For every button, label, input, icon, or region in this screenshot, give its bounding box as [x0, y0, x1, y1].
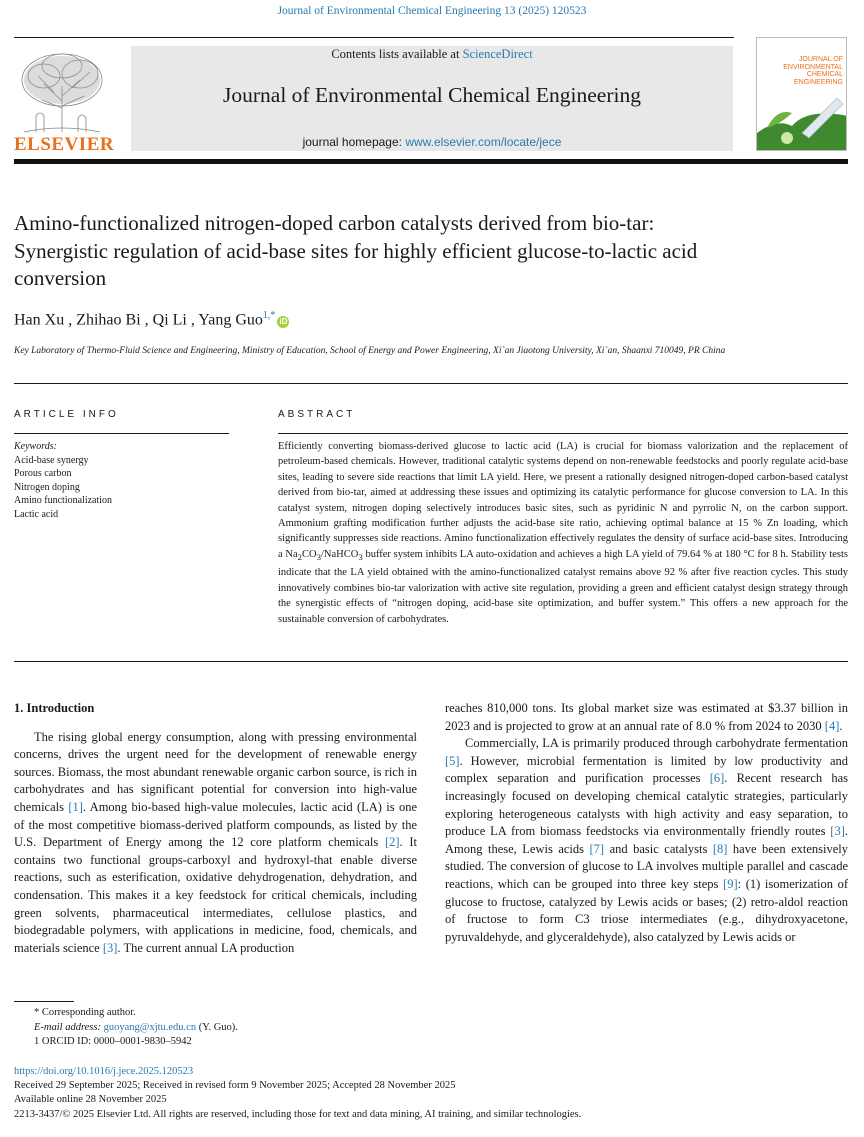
author-marks[interactable]: 1,* [262, 310, 276, 321]
citation-link[interactable]: [4] [824, 718, 840, 733]
abstract-text [278, 439, 848, 627]
contents-prefix: Contents lists available at [331, 47, 463, 61]
citation-link[interactable]: [8] [712, 841, 728, 856]
doi-link[interactable]: https://doi.org/10.1016/j.jece.2025.120523 [14, 1066, 194, 1077]
abstract-subscript: 3 [358, 551, 363, 562]
intro-paragraph [14, 729, 417, 958]
keywords-label: Keywords: [14, 441, 57, 452]
body-text: . Among bio-based high-value molecules, lactic acid (LA) is one of the most competitive biomass-derived platform compounds, as listed by the U.S. Department of Energy among the 12 core platform chemicals [14, 799, 418, 850]
abstract-heading: ABSTRACT [278, 409, 356, 420]
keywords-block [14, 440, 229, 521]
body-text: . However, microbial fermentation is limited by low productivity and complex separation and purification processes [445, 753, 848, 786]
keyword-item: Lactic acid [14, 508, 59, 520]
keyword-item: Amino functionalization [14, 495, 113, 506]
keyword-item: Nitrogen doping [14, 481, 80, 493]
journal-banner [131, 46, 733, 151]
footnote-corresponding: * Corresponding author. [34, 1007, 136, 1018]
body-text: reaches 810,000 tons. Its global market size was estimated at $3.37 billion in 2023 and is projected to grow at an annual rate of 8.0 % from 2024 to 2030 [445, 701, 848, 733]
cover-title-line: CHEMICAL [806, 71, 843, 78]
cover-art-icon [757, 38, 847, 151]
citation-link[interactable]: [2] [384, 835, 400, 850]
article-title: Amino-functionalized nitrogen-doped carbon catalysts derived from bio-tar: Synergistic regulation of acid-base sites for highly efficient glucose-to-lactic acid conversion [14, 211, 698, 290]
sciencedirect-link[interactable]: ScienceDirect [462, 47, 533, 61]
email-link[interactable]: guoyang@xjtu.edu.cn [103, 1021, 197, 1033]
homepage-link[interactable]: www.elsevier.com/locate/jece [405, 135, 562, 149]
citation-link[interactable]: [9] [723, 876, 738, 891]
body-text: : (1) isomerization of glucose to fructose, catalyzed by Lewis acids or bases; (2) retro-aldol reaction of fructose to form C3 triose intermediates (e.g., dihydroxyacetone, pyruvaldehyde, and glyceraldehyde), also catalyzed by Lewis acids or [445, 876, 848, 944]
email-suffix: (Y. Guo). [196, 1021, 238, 1033]
citation-link[interactable]: [6] [709, 771, 725, 786]
journal-cover[interactable] [756, 37, 847, 151]
body-column-left [14, 700, 417, 957]
header-divider [14, 383, 848, 384]
abstract-segment: /NaHCO [320, 548, 359, 560]
body-text: . It contains two functional groups-carboxyl and hydroxyl-that enable diverse reactions, such as esterification, oxidative dehydrogenation, dehydration, and condensation. This makes it a key feedstock for critical chemicals, including green solvents, pharmaceutical intermediates, cellulose plastics, and biodegradable polymers, with applications in medicine, food, chemicals, and materials science [14, 835, 417, 955]
author-list [14, 310, 289, 329]
body-text: The rising global energy consumption, along with pressing environmental concerns, drives the urgent need for the development of renewable energy sources. Biomass, the most abundant renewable organic carbon source, is rich in carbohydrates and has significant potential for conversion into high-value chemicals [14, 729, 417, 814]
citation-link[interactable]: [3] [102, 940, 118, 955]
intro-paragraph [445, 735, 848, 946]
body-text: have been extensively studied. The conversion of glucose to LA involves multiple parallel and cascade reactions, which can be grouped into three key steps [445, 841, 848, 891]
body-text: . Recent research has increasingly focused on developing chemical catalytic strategies, particularly exploring heterogeneous catalysts with high activity and easy separation, to produce LA from biomass feedstocks via environmentally friendly routes [445, 771, 848, 839]
keyword-item: Acid-base synergy [14, 454, 89, 466]
abstract-segment: Efficiently converting biomass-derived glucose to lactic acid (LA) is crucial for biomass valorization and the replacement of petroleum-based chemicals. However, traditional catalytic systems depend on non-renewable feedstocks and poorly regulate acid-base sites, leading to severe side reactions that limit LA yield. Here, we present a rationally designed nitrogen-doped carbon-based catalyst derived from bio-tar, aimed at addressing these issues and optimizing its catalytic performance for glucose conversion to LA. In this catalyst system, nitrogen doping selectively introduces basic sites, such as pyridinic N and pyrrolic N, on the carbon support. Ammonium grafting modification further adjusts the acid-base site ratio, achieving optimal balance at 15 % Zn loading, which significantly suppresses side reactions. Amino functionalization effectively regulates the density of surface acid-base sites. Introducing a Na [278, 441, 848, 560]
running-head[interactable]: Journal of Environmental Chemical Engineering 13 (2025) 120523 [277, 5, 587, 17]
body-text: . Among these, Lewis acids [445, 824, 848, 856]
cover-title-line: ENGINEERING [793, 78, 843, 86]
cover-title-line: ENVIRONMENTAL [783, 63, 843, 71]
citation-link[interactable]: [5] [445, 753, 460, 768]
homepage-line [131, 135, 733, 149]
article-info-rule [14, 433, 229, 434]
body-text: . The current annual LA production [117, 940, 295, 955]
abstract-bottom-rule [14, 661, 848, 662]
elsevier-wordmark: ELSEVIER [14, 134, 115, 155]
abstract-subscript: 3 [316, 551, 321, 562]
authors-names[interactable]: Han Xu , Zhihao Bi , Qi Li , Yang Guo [14, 311, 263, 329]
keyword-item: Porous carbon [14, 468, 72, 479]
body-text: Commercially, LA is primarily produced through carbohydrate fermentation [465, 736, 848, 751]
orcid-icon[interactable]: iD [279, 317, 288, 327]
abstract-rule [278, 433, 848, 434]
abstract-segment: CO [302, 548, 317, 560]
masthead-rule [14, 37, 734, 38]
online-date: Available online 28 November 2025 [14, 1094, 167, 1106]
citation-link[interactable]: [7] [589, 841, 605, 856]
footnote-rule [14, 1001, 74, 1002]
contents-line [131, 46, 733, 62]
section-heading-introduction: 1. Introduction [14, 701, 95, 715]
abstract-subscript: 2 [297, 551, 303, 562]
journal-name: Journal of Environmental Chemical Engineering [223, 83, 641, 107]
affiliation: Key Laboratory of Thermo-Fluid Science and Engineering, Ministry of Education, School of Energy and Power Engineering, Xi`an Jiaotong University, Xi`an, Shaanxi 710049, PR China [14, 346, 726, 356]
article-metadata [14, 1065, 854, 1122]
body-text: . [839, 718, 843, 733]
footnote-orcid: 1 ORCID ID: 0000–0001-9830–5942 [34, 1036, 192, 1047]
cover-title-line: JOURNAL OF [798, 56, 843, 63]
citation-link[interactable]: [1] [68, 799, 83, 814]
abstract-segment: buffer system inhibits LA auto-oxidation and achieves a high LA yield of 79.64 % at 180 °C for 8 h. Stability tests indicate that the LA yield obtained with the amino-functionalized catalyst remains above 92 % after five reaction cycles. This study innovatively combines bio-tar valorization with active site regulation, providing a green and efficient catalyst design strategy through the synergistic effects of “nitrogen doping, acid-base site optimization, and buffer system.” This offers a new approach for the sustainable conversion of carbohydrates. [278, 548, 848, 625]
masthead-thick-rule [14, 159, 848, 164]
footnotes [14, 1006, 614, 1050]
email-label: E-mail address: [34, 1021, 104, 1033]
citation-link[interactable]: [3] [830, 824, 845, 839]
intro-paragraph-continued [445, 700, 848, 735]
body-column-right [445, 700, 848, 946]
homepage-prefix: journal homepage: [302, 135, 406, 149]
body-text: and basic catalysts [604, 841, 713, 856]
article-info-heading: ARTICLE INFO [14, 409, 119, 420]
history-dates: Received 29 September 2025; Received in revised form 9 November 2025; Accepted 28 November 2025 [14, 1080, 456, 1092]
copyright-line: 2213-3437/© 2025 Elsevier Ltd. All rights are reserved, including those for text and data mining, AI training, and similar technologies. [14, 1108, 582, 1120]
footnote-email [14, 1021, 614, 1036]
